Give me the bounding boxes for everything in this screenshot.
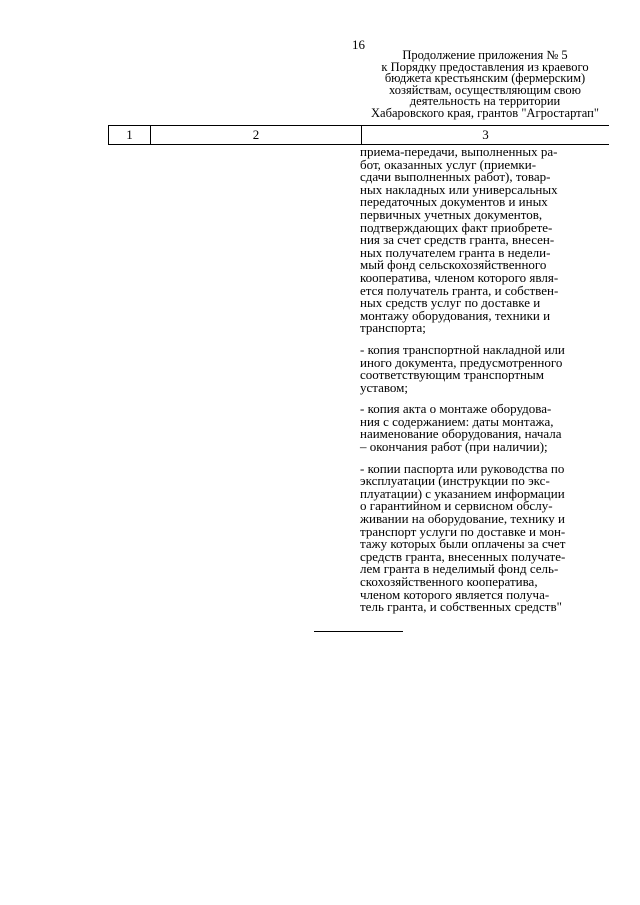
text-line: тель гранта, и собственных средств"	[360, 599, 562, 615]
column-1-number: 1	[109, 126, 151, 144]
paragraph-passport-copies	[360, 460, 606, 615]
text-line: тажу которых были оплачены за счет	[360, 536, 566, 552]
page-number: 16	[352, 37, 365, 52]
header-line: Хабаровского края, грантов "Агростартап"	[371, 105, 599, 120]
text-line: приема-передачи, выполненных ра-	[360, 144, 558, 159]
text-line: подтверждающих факт приобрете-	[360, 219, 553, 235]
text-line: ных получателем гранта в недели-	[360, 244, 551, 260]
column-3-number: 3	[482, 127, 489, 142]
text-line: - копии паспорта или руководства по	[360, 460, 565, 476]
text-line: средств гранта, внесенных получате-	[360, 548, 566, 564]
column-3-content	[360, 146, 606, 623]
text-line: - копия транспортной накладной или	[360, 341, 565, 357]
text-line: наименование оборудования, начала	[360, 426, 562, 442]
column-2-number: 2	[151, 126, 362, 144]
text-line: передаточных документов и иных	[360, 194, 548, 210]
header-line: Продолжение приложения № 5	[402, 48, 568, 62]
text-line: ния с содержанием: даты монтажа,	[360, 413, 554, 429]
text-line: бот, оказанных услуг (приемки-	[360, 156, 537, 172]
text-line: транспорта;	[360, 320, 426, 336]
text-line: ных средств услуг по доставке и	[360, 295, 541, 311]
text-line: кооператива, членом которого явля-	[360, 269, 559, 285]
header-line: бюджета крестьянским (фермерским)	[384, 71, 586, 86]
text-line: транспорт услуги по доставке и мон-	[360, 523, 566, 539]
column-number-row	[108, 125, 609, 145]
text-line: о гарантийном и сервисном обслу-	[360, 498, 553, 514]
text-line: эксплуатации (инструкции по экс-	[360, 473, 550, 489]
paragraph-documents	[360, 146, 606, 335]
appendix-header	[360, 50, 610, 120]
text-line: соответствующим транспортным	[360, 367, 544, 383]
text-line: ется получатель гранта, и собствен-	[360, 282, 559, 298]
end-of-document-divider	[314, 631, 403, 632]
text-line: мый фонд сельскохозяйственного	[360, 257, 547, 273]
header-line: к Порядку предоставления из краевого	[381, 59, 589, 74]
text-line: ния за счет средств гранта, внесен-	[360, 232, 555, 248]
text-line: сдачи выполненных работ), товар-	[360, 169, 551, 185]
paragraph-installation-act	[360, 403, 606, 453]
text-line: – окончания работ (при наличии);	[360, 439, 548, 455]
text-line: иного документа, предусмотренного	[360, 354, 563, 370]
text-line: монтажу оборудования, техники и	[360, 307, 551, 323]
text-line: плуатации) с указанием информации	[360, 485, 565, 501]
paragraph-transport-waybill	[360, 341, 606, 395]
text-line: живании на оборудование, технику и	[360, 511, 565, 527]
text-line: уставом;	[360, 379, 409, 395]
text-line: лем гранта в неделимый фонд сель-	[360, 561, 559, 577]
header-line: деятельность на территории	[409, 94, 561, 109]
text-line: ных накладных или универсальных	[360, 181, 558, 197]
text-line: скохозяйственного кооператива,	[360, 574, 538, 589]
text-line: первичных учетных документов,	[360, 206, 543, 222]
header-line: хозяйствам, осуществляющим свою	[389, 82, 581, 97]
text-line: - копия акта о монтаже оборудова-	[360, 401, 552, 417]
text-line: членом которого является получа-	[360, 586, 550, 602]
